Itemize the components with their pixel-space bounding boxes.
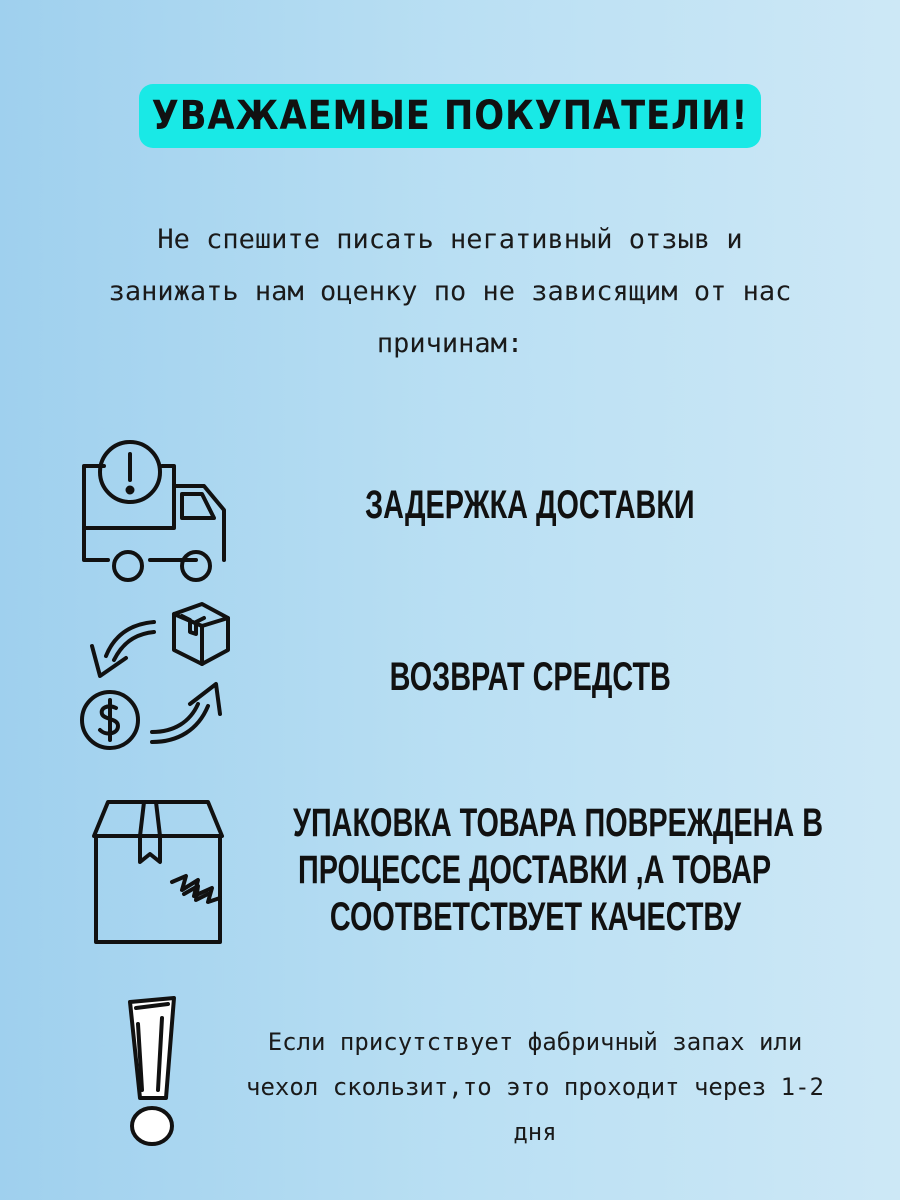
reason-delivery-delay xyxy=(300,480,760,530)
note-line-2: чехол скользит,то это проходит через 1-2 xyxy=(246,1073,824,1101)
intro-line-2: занижать нам оценку по не зависящим от нас xyxy=(108,276,792,307)
exclamation-mark-icon xyxy=(122,994,182,1150)
note-text xyxy=(180,1020,890,1155)
header-banner xyxy=(139,84,761,148)
reason-damaged-line-3: СООТВЕТСТВУЕТ КАЧЕСТВУ xyxy=(329,895,741,939)
reason-damaged-packaging xyxy=(190,800,880,941)
reason-refund xyxy=(300,652,760,702)
intro-line-1: Не спешите писать негативный отзыв и xyxy=(157,224,743,255)
header-title: УВАЖАЕМЫЕ ПОКУПАТЕЛИ! xyxy=(151,93,749,139)
refund-exchange-icon xyxy=(78,596,236,754)
delivery-truck-warning-icon xyxy=(78,438,230,586)
note-line-3: дня xyxy=(513,1118,557,1146)
note-line-1: Если присутствует фабричный запах или xyxy=(267,1028,803,1056)
reason-refund-text: ВОЗВРАТ СРЕДСТВ xyxy=(389,655,671,699)
reason-delivery-delay-text: ЗАДЕРЖКА ДОСТАВКИ xyxy=(365,483,695,527)
reason-damaged-line-1: УПАКОВКА ТОВАРА ПОВРЕЖДЕНА В xyxy=(293,801,824,845)
intro-text xyxy=(10,214,890,370)
reason-damaged-line-2: ПРОЦЕССЕ ДОСТАВКИ ,А ТОВАР xyxy=(298,848,772,892)
intro-line-3: причинам: xyxy=(376,328,524,359)
